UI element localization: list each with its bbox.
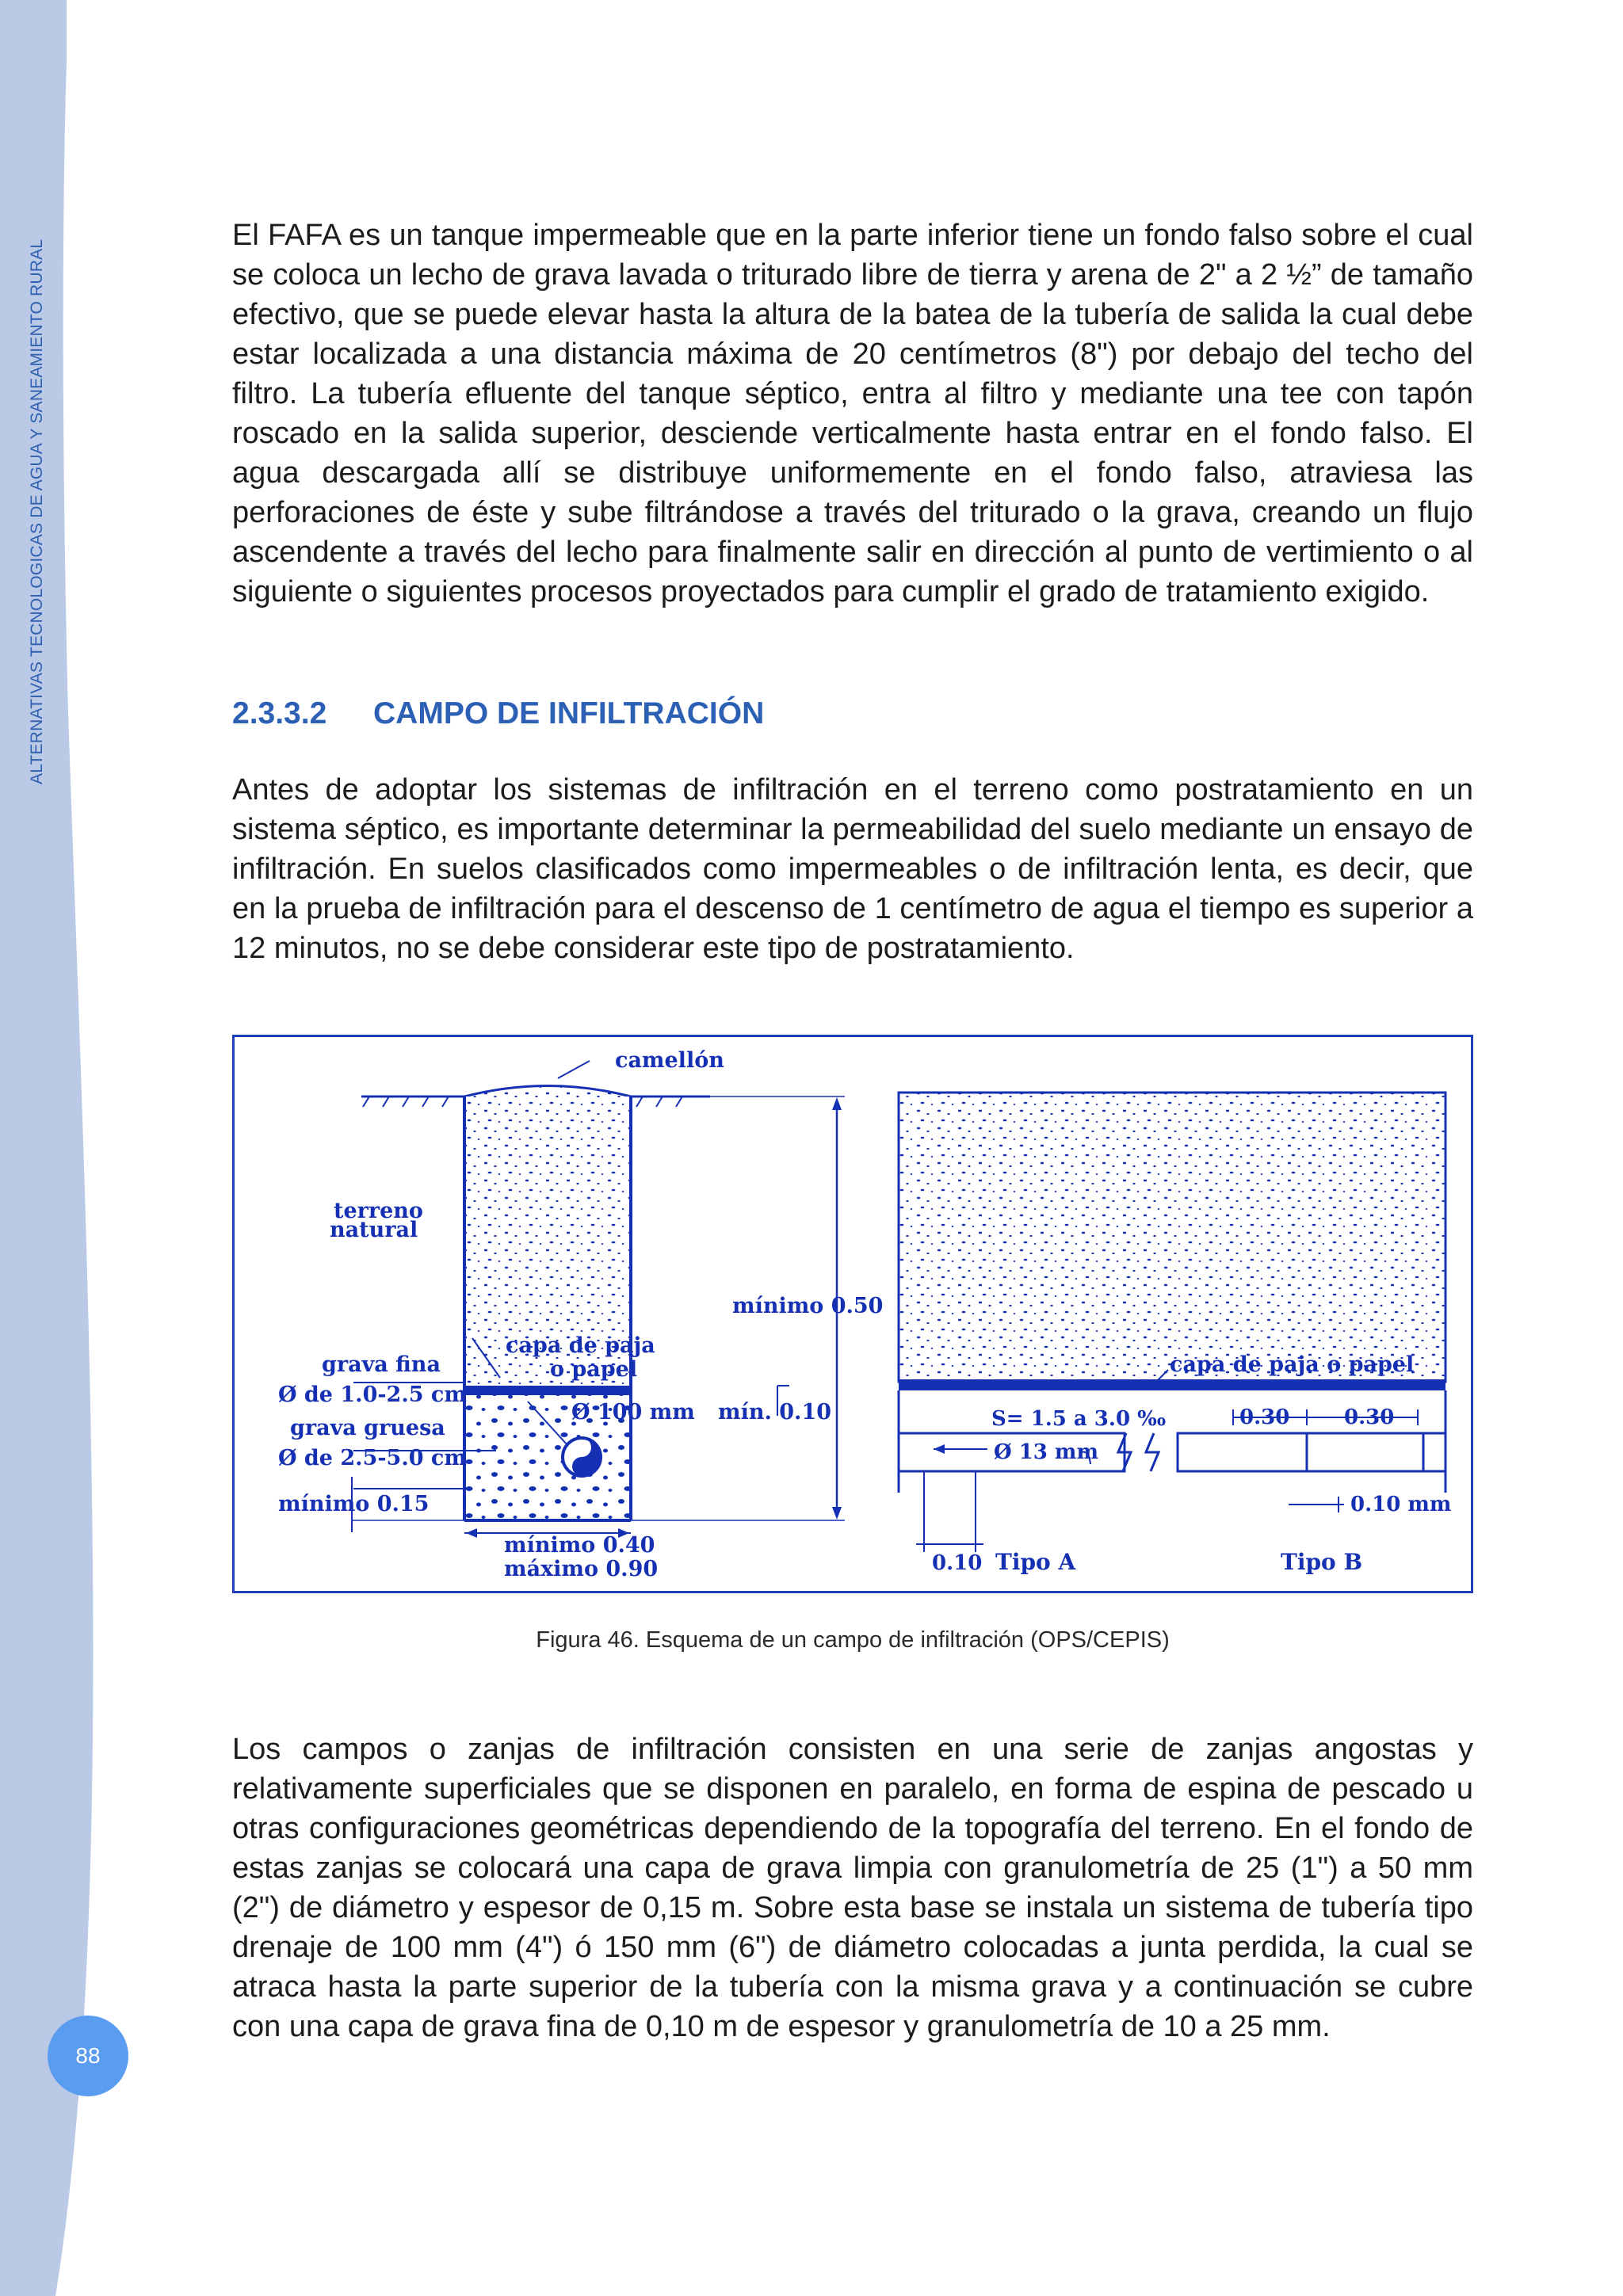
label-minimo-050: mínimo 0.50 xyxy=(732,1294,884,1318)
label-min-010: mín. 0.10 xyxy=(718,1400,832,1425)
label-minimo-040: mínimo 0.40 xyxy=(504,1533,655,1558)
paragraph-fafa: El FAFA es un tanque impermeable que en la parte inferior tiene un fondo falso sobre el cual se coloca un lecho de grava lavada o triturado libre de tierra y arena de 2" a 2 ½” de tamaño efectivo, que se puede elevar hasta la altura de la batea de la tubería de salida la cual debe estar localizada a una distancia máxima de 20 centímetros (8") por debajo del techo del filtro. La tubería efluente del tanque séptico, entra al filtro y mediante una tee con tapón roscado en la salida superior, desciende verticalmente hasta entrar en el fondo falso. El agua descargada allí se distribuye uniformemente en el fondo falso, atraviesa las perforaciones de éste y sube filtrándose a través del triturado o la grava, creando un flujo ascendente a través del lecho para finalmente salir en dirección al punto de vertimiento o al siguiente o siguientes procesos proyectados para cumplir el grado de tratamiento exigido. xyxy=(232,219,1473,608)
longitudinal-section xyxy=(899,1093,1451,1575)
label-grava-gruesa-size: Ø de 2.5-5.0 cm xyxy=(278,1446,467,1470)
label-dim-030-a: 0.30 xyxy=(1239,1405,1290,1429)
label-capa-paja: capa de paja xyxy=(506,1333,655,1358)
label-pendiente: S= 1.5 a 3.0 ‰ xyxy=(991,1407,1167,1431)
label-grava-fina-size: Ø de 1.0-2.5 cm xyxy=(278,1383,467,1407)
label-tipo-b: Tipo B xyxy=(1281,1549,1363,1575)
label-grava-gruesa: grava gruesa xyxy=(290,1416,445,1440)
trench-section xyxy=(278,1048,883,1581)
label-tubo-13: Ø 13 mm xyxy=(994,1440,1098,1464)
sidebar-band xyxy=(0,0,127,2296)
label-camellon: camellón xyxy=(615,1048,724,1073)
paragraph-zanjas: Los campos o zanjas de infiltración consisten en una serie de zanjas angostas y relativamente superficiales que se disponen en paralelo, en forma de espina de pescado u otras configuraciones geométricas dependiendo de la topografía del terreno. En el fondo de estas zanjas se colocará una capa de grava limpia con granulometría de 25 (1") a 50 mm (2") de diámetro y espesor de 0,15 m. Sobre esta base se instala un sistema de tubería tipo drenaje de 100 mm (4") ó 150 mm (6") de diámetro colocadas a junta perdida, la cual se atraca hasta la parte superior de la tubería con la misma grava y a continuación se cubre con una capa de grava fina de 0,10 m de espesor y granulometría de 10 a 25 mm. xyxy=(232,1733,1473,2043)
figure-infiltration-field xyxy=(232,1035,1473,1593)
figure-caption: Figura 46. Esquema de un campo de infiltración (OPS/CEPIS) xyxy=(536,1627,1170,1653)
diagram xyxy=(235,1037,1471,1591)
label-grava-fina: grava fina xyxy=(322,1352,441,1377)
paragraph-infiltration-test: Antes de adoptar los sistemas de infiltración en el terreno como postratamiento en un sistema séptico, es importante determinar la permeabilidad del suelo mediante un ensayo de infiltración. En suelos clasificados como impermeables o de infiltración lenta, es decir, que en la prueba de infiltración para el descenso de 1 centímetro de agua el tiempo es superior a 12 minutos, no se debe considerar este tipo de postratamiento. xyxy=(232,773,1473,965)
label-minimo-015: mínimo 0.15 xyxy=(278,1492,430,1516)
label-tubo-100: Ø 100 mm xyxy=(571,1400,695,1425)
label-dim-010mm: 0.10 mm xyxy=(1350,1493,1452,1516)
label-capa-paja-right: capa de paja o papel xyxy=(1170,1352,1415,1377)
label-tipo-a: Tipo A xyxy=(995,1549,1076,1575)
section-title: CAMPO DE INFILTRACIÓN xyxy=(373,696,765,730)
label-natural: natural xyxy=(330,1218,418,1242)
label-terreno: terreno xyxy=(334,1199,423,1223)
section-heading xyxy=(232,694,764,734)
page-number: 88 xyxy=(48,2016,128,2096)
label-dim-030-b: 0.30 xyxy=(1344,1405,1395,1429)
section-number: 2.3.3.2 xyxy=(232,696,327,730)
label-dim-010: 0.10 xyxy=(932,1551,983,1575)
label-maximo-090: máximo 0.90 xyxy=(504,1557,659,1581)
label-o-papel: o papel xyxy=(550,1357,638,1382)
running-title: ALTERNATIVAS TECNOLOGICAS DE AGUA Y SANEAMIENTO RURAL xyxy=(28,238,46,784)
